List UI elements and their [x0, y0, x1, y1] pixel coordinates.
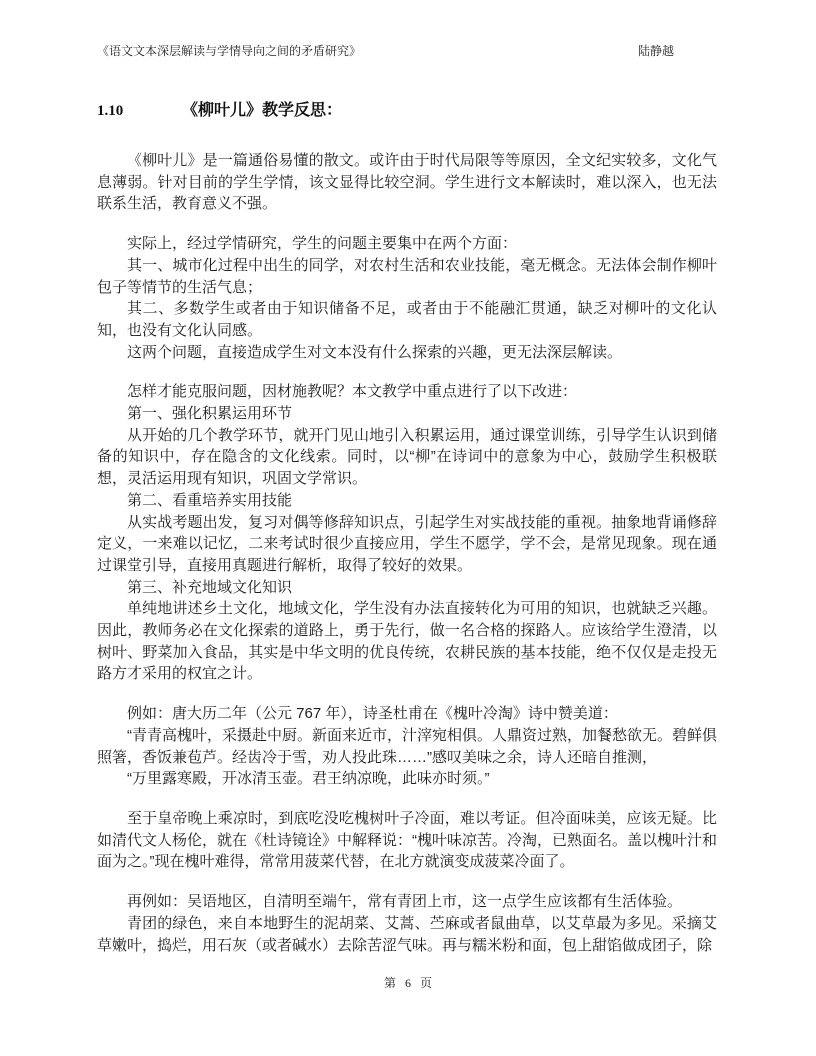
paragraph: 第三、补充地域文化知识: [127, 578, 293, 596]
paragraph-spacer: [97, 790, 717, 808]
paragraph: 至于皇帝晚上乘凉时，到底吃没吃槐树叶子冷面，难以考证。但冷面味美，应该无疑。比如清代文人杨伦，就在《杜诗镜诠》中解释说：“槐叶味凉苦。冷淘，已熟面名。盖以槐叶汁和面为之。”现在槐叶难得，常常用菠菜代替，在北方就演变成菠菜冷面了。: [97, 809, 717, 871]
page-number: 6: [405, 976, 411, 990]
paragraph: 《柳叶儿》是一篇通俗易懂的散文。或许由于时代局限等等原因，全文纪实较多，文化气息薄弱。针对目前的学生学情，该文显得比较空洞。学生进行文本解读时，难以深入，也无法联系生活，教育意义不强。: [97, 152, 717, 213]
page-footer: [0, 974, 816, 991]
paragraph: “万里露寒殿，开冰清玉壶。君王纳凉晚，此味亦时须。”: [127, 770, 490, 788]
paragraph: 实际上，经过学情研究，学生的问题主要集中在两个方面：: [127, 235, 518, 253]
section-heading: [97, 97, 717, 120]
paragraph: 其二、多数学生或者由于知识储备不足，或者由于不能融汇贯通，缺乏对柳叶的文化认知，也没有文化认同感。: [97, 300, 717, 339]
paragraph: 这两个问题，直接造成学生对文本没有什么探索的兴趣，更无法深层解读。: [127, 343, 623, 361]
paragraph: 第二、看重培养实用技能: [127, 491, 293, 509]
paragraph: “青青高槐叶，采摄赴中厨。新面来近市，汁滓宛相俱。人鼎资过熟，加餐愁欲无。碧鲜俱照箸，香饭兼苞芦。经齿冷于雪，劝人投此珠……”感叹美味之余，诗人还暗自推测，: [97, 726, 717, 766]
paragraph: 再例如：吴语地区，自清明至端午，常有青团上市，这一点学生应该都有生活体验。: [127, 893, 683, 911]
paragraph-spacer: [97, 215, 717, 233]
paragraph: 青团的绿色，来自本地野生的泥胡菜、艾蒿、苎麻或者鼠曲草，以艾草最为多见。采摘艾草嫩叶，捣烂，用石灰（或者碱水）去除苦涩气味。再与糯米粉和面，包上甜馅做成团子，除: [97, 914, 717, 954]
paragraph: 单纯地讲述乡土文化，地域文化，学生没有办法直接转化为可用的知识，也就缺乏兴趣。因此，教师务必在文化探索的道路上，勇于先行，做一名合格的探路人。应该给学生澄清，以树叶、野菜加入食品，其实是中华文明的优良传统，农耕民族的基本技能，绝不仅仅是走投无路方才采用的权宜之计。: [97, 600, 717, 683]
page-number-prefix: 第: [383, 976, 396, 990]
page-number-suffix: 页: [420, 976, 433, 990]
section-number: 1.10: [97, 103, 124, 119]
paragraph: 其一、城市化过程中出生的同学，对农村生活和农业技能，毫无概念。无法体会制作柳叶包子等情节的生活气息；: [97, 256, 717, 296]
paragraph: 从实战考题出发，复习对偶等修辞知识点，引起学生对实战技能的重视。抽象地背诵修辞定义，一来难以记忆，二来考试时很少直接应用，学生不愿学，学不会，是常见现象。现在通过课堂引导，直接用真题进行解析，取得了较好的效果。: [97, 513, 717, 574]
document-body: [97, 150, 717, 956]
page-header: [97, 44, 717, 58]
paragraph: 例如：唐大历二年（公元 767 年），诗圣杜甫在《槐叶冷淘》诗中赞美道：: [127, 705, 618, 723]
section-title: 《柳叶儿》教学反思：: [182, 102, 343, 119]
paragraph-spacer: [97, 685, 717, 703]
paragraph: 从开始的几个教学环节，就开门见山地引入积累运用，通过课堂训练，引导学生认识到储备的知识中，存在隐含的文化线索。同时，以“柳”在诗词中的意象为中心，鼓励学生积极联想，灵活运用现有知识，巩固文学常识。: [97, 426, 717, 488]
author-name: 陆静越: [637, 44, 674, 58]
document-title: 《语文文本深层解读与学情导向之间的矛盾研究》: [97, 44, 362, 58]
paragraph: 第一、强化积累运用环节: [127, 405, 293, 423]
paragraph-spacer: [97, 363, 717, 381]
paragraph-spacer: [97, 873, 717, 891]
paragraph: 怎样才能克服问题，因材施教呢？本文教学中重点进行了以下改进：: [127, 383, 578, 401]
